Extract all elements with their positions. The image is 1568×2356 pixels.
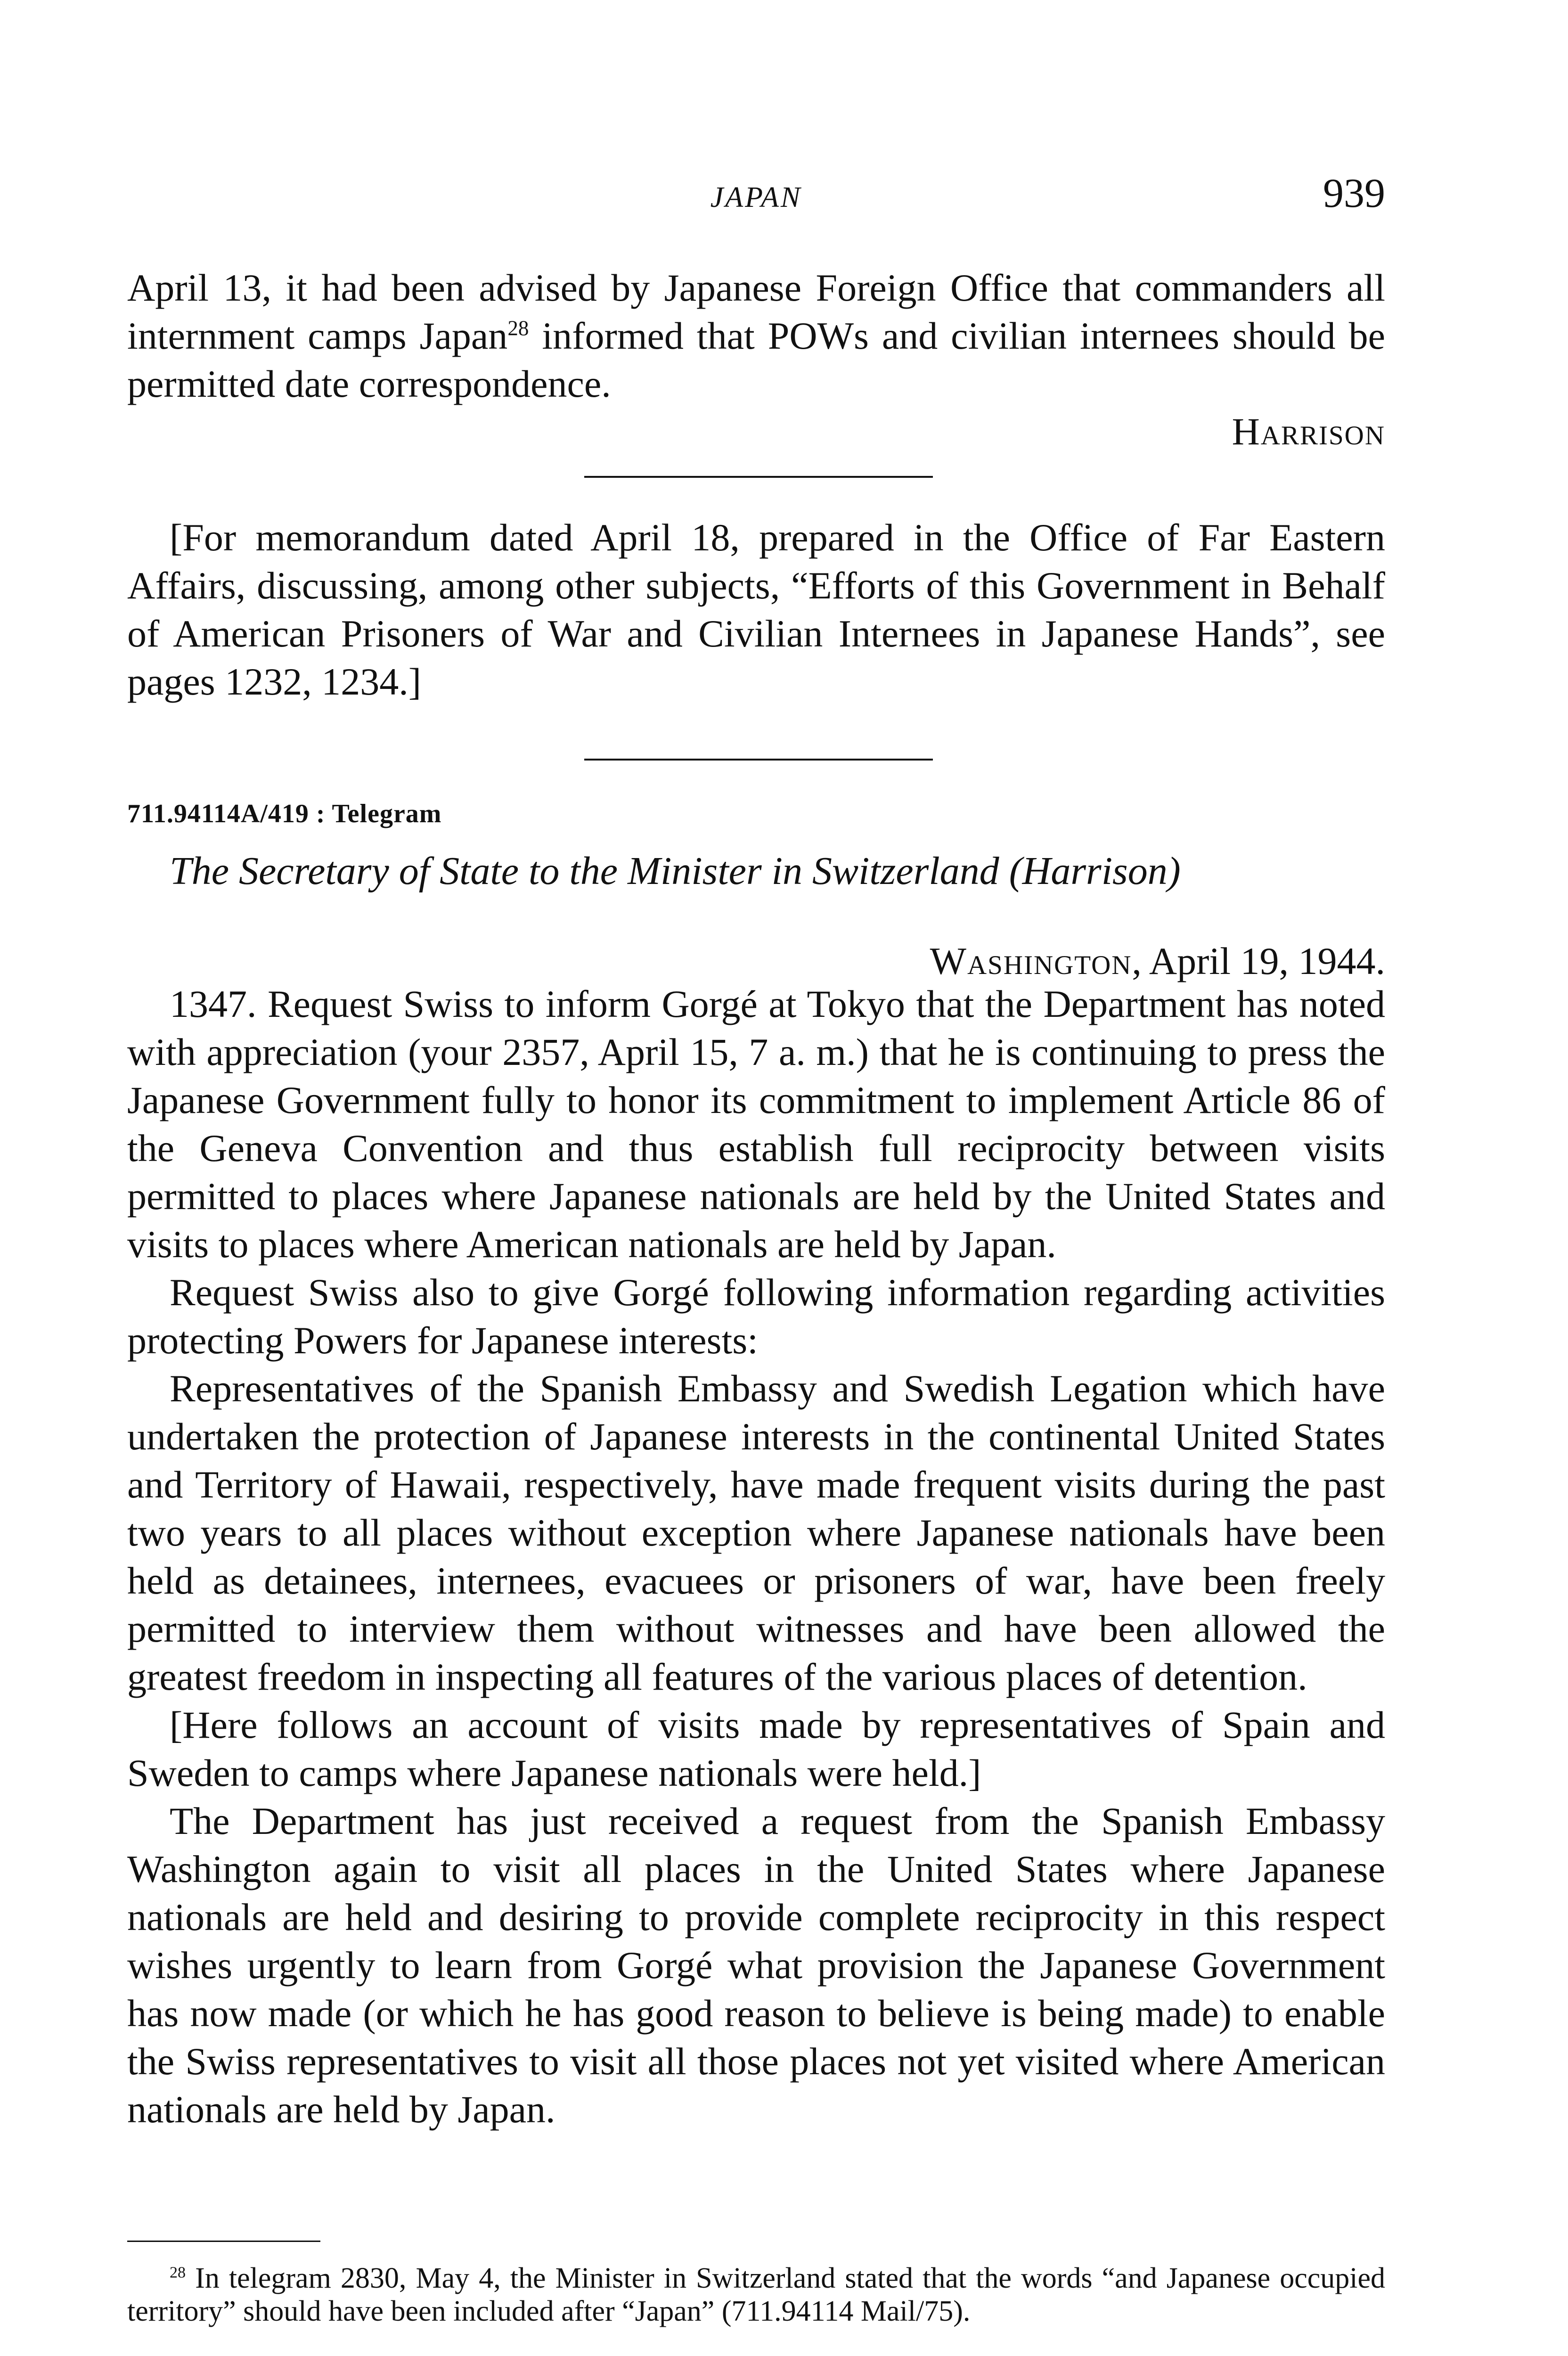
body-paragraph: Representatives of the Spanish Embassy and Swedish Legation which have undertaken the protection of Japanese interests in the continental United States and Territory of Hawaii, respectively, have made frequent visits during the past two years to all places without exception where Japanese nationals have been held as detainees, internees, evacuees or prisoners of war, have been freely permitted to interview them without witnesses and have been allowed the greatest freedom in inspecting all features of the various places of detention. (127, 1367, 1385, 1698)
signature: Harrison (1232, 410, 1385, 453)
body-paragraph: The Department has just received a request from the Spanish Embassy Washington again to visit all places in the United States where Japanese nationals are held and desiring to provide complete reciprocity in this respect wishes urgently to learn from Gorgé what provision the Japanese Government has now made (or which he has good reason to believe is being made) to enable the Swiss representatives to visit all those places not yet visited where American nationals are held by Japan. (127, 1800, 1385, 2131)
editorial-note-section (127, 514, 1385, 706)
page-header (127, 170, 1385, 221)
body-paragraph: Request Swiss also to give Gorgé following information regarding activities protecting Powers for Japanese interests: (127, 1271, 1385, 1362)
continuation-paragraph (127, 264, 1385, 408)
continuation-section (127, 264, 1385, 455)
body-paragraph: [Here follows an account of visits made by representatives of Spain and Sweden to camps where Japanese nationals were held.] (127, 1703, 1385, 1794)
running-head: JAPAN (710, 181, 802, 213)
telegram-body (127, 980, 1385, 2134)
document-title: The Secretary of State to the Minister in Switzerland (Harrison) (170, 849, 1181, 893)
editorial-note: [For memorandum dated April 18, prepared in the Office of Far Eastern Affairs, discussing, among other subjects, “Efforts of this Government in Behalf of American Prisoners of War and Civilian Internees in Japanese Hands”, see pages 1232, 1234.] (127, 516, 1385, 703)
section-divider-2 (584, 759, 933, 761)
footnote-text: In telegram 2830, May 4, the Minister in Switzerland stated that the words “and Japanese occupied territory” should have been included after “Japan” (711.94114 Mail/75). (127, 2262, 1385, 2327)
footnote-marker: 28 (170, 2264, 186, 2282)
continuation-text: April 13, it had been advised by Japanese Foreign Office that commanders all internment camps Japan (127, 266, 1385, 357)
footnote (127, 2262, 1385, 2328)
footnote-section (127, 2262, 1385, 2328)
page-number: 939 (1323, 171, 1385, 216)
section-divider (584, 476, 933, 478)
continuation-text-end: informed that POWs and civilian internees should be permitted date correspondence. (127, 314, 1385, 405)
footnote-reference: 28 (507, 316, 529, 340)
document-title-text: The Secretary of State to the Minister in Switzerland (170, 849, 999, 893)
body-paragraph: 1347. Request Swiss to inform Gorgé at Tokyo that the Department has noted with appreciation (your 2357, April 15, 7 a. m.) that he is continuing to press the Japanese Government fully to honor its commitment to implement Article 86 of the Geneva Convention and thus establish full reciprocity between visits permitted to places where Japanese nationals are held by the United States and visits to places where American nationals are held by Japan. (127, 982, 1385, 1266)
dateline-date: , April 19, 1944. (1132, 940, 1385, 982)
document-heading (127, 799, 1385, 985)
file-number: 711.94114A/419 : Telegram (127, 799, 442, 828)
dateline-city: Washington (930, 940, 1132, 982)
dateline (127, 937, 1385, 985)
footnote-divider (127, 2241, 320, 2242)
document-title-name: Harrison (1022, 849, 1168, 893)
